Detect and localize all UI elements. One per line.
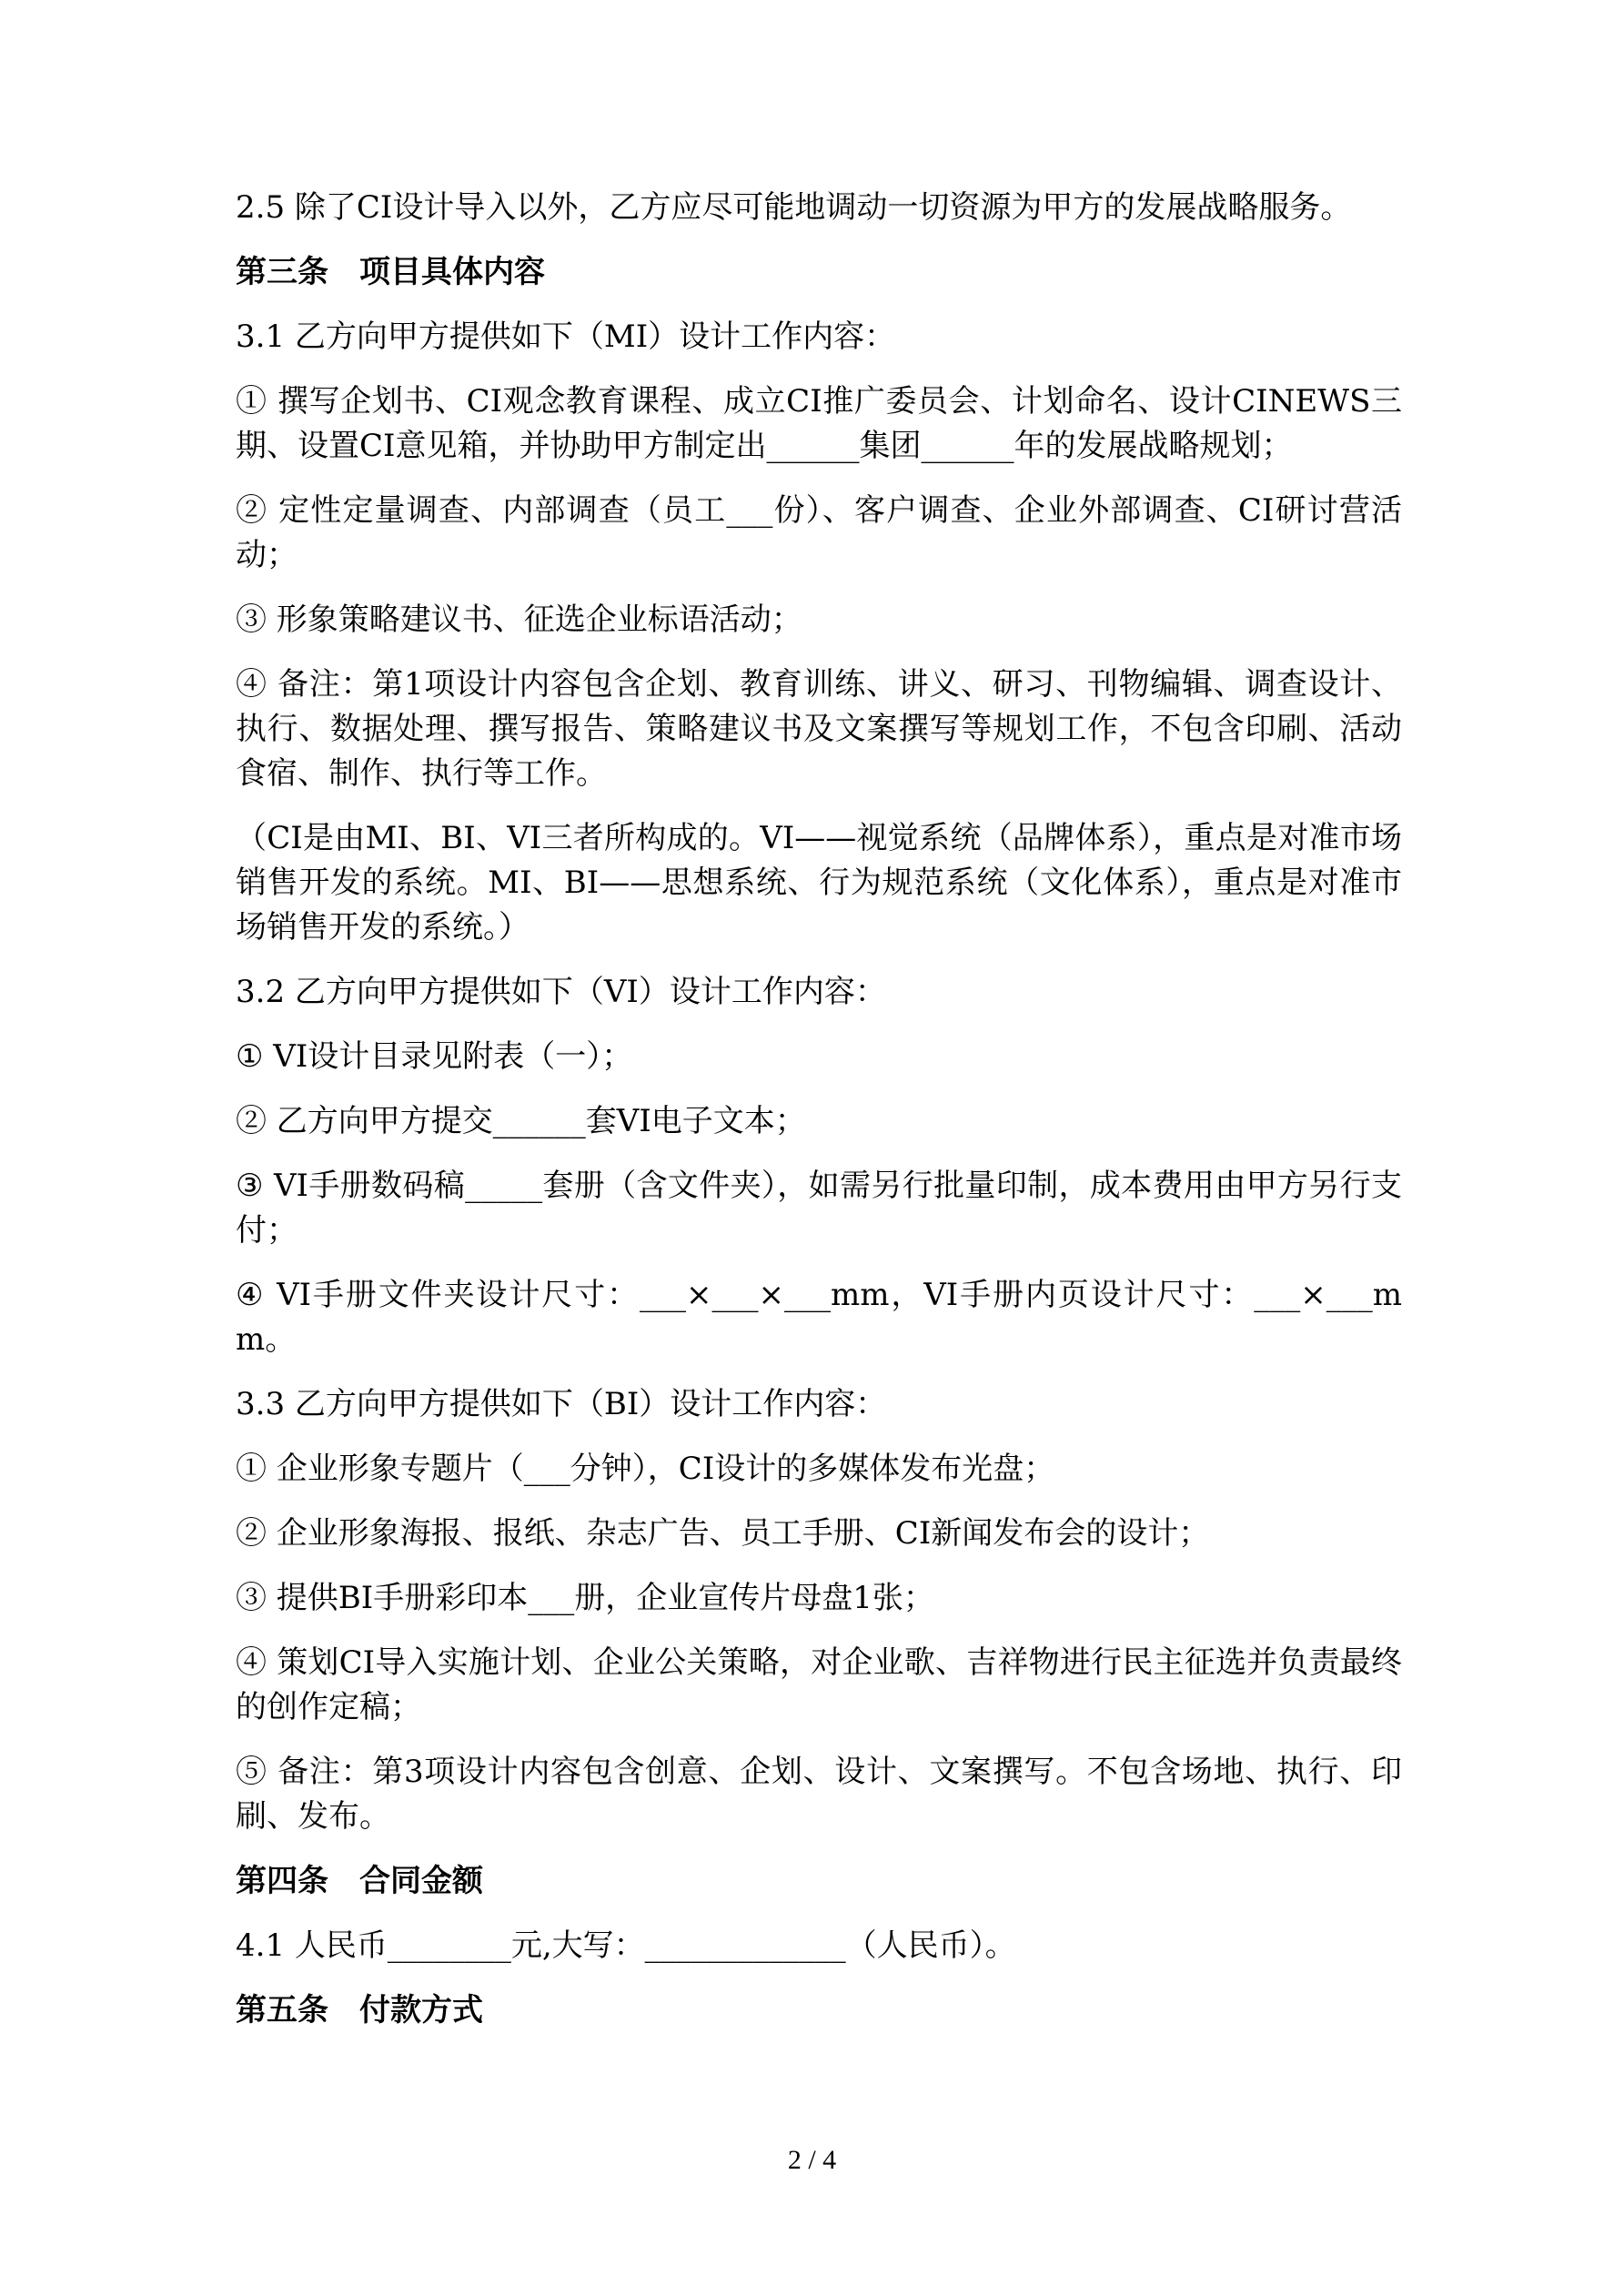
clause-2-5: 2.5 除了CI设计导入以外，乙方应尽可能地调动一切资源为甲方的发展战略服务。 xyxy=(236,189,1352,226)
item-3-3-5: ⑤ 备注：第3项设计内容包含创意、企划、设计、文案撰写。不包含场地、执行、印刷、发布。 xyxy=(236,1754,1402,1835)
article-4-heading: 第四条 合同金额 xyxy=(236,1863,483,1899)
item-3-1-3: ③ 形象策略建议书、征选企业标语活动； xyxy=(236,602,802,638)
item-3-1-1: ① 撰写企划书、CI观念教育课程、成立CI推广委员会、计划命名、设计CINEWS三期、设置CI意见箱，并协助甲方制定出______集团______年的发展战略规划； xyxy=(236,383,1402,464)
item-3-3-4: ④ 策划CI导入实施计划、企业公关策略，对企业歌、吉祥物进行民主征选并负责最终的创作定稿； xyxy=(236,1644,1402,1725)
clause-3-1: 3.1 乙方向甲方提供如下（MI）设计工作内容： xyxy=(236,319,896,355)
page-number: 2 / 4 xyxy=(787,2145,837,2175)
clause-3-2: 3.2 乙方向甲方提供如下（VI）设计工作内容： xyxy=(236,974,886,1010)
item-3-2-2: ② 乙方向甲方提交______套VI电子文本； xyxy=(236,1103,806,1139)
item-3-1-2: ② 定性定量调查、内部调查（员工___份）、客户调查、企业外部调查、CI研讨营活动； xyxy=(236,492,1402,573)
ci-definition-note: （CI是由MI、BI、VI三者所构成的。VI——视觉系统（品牌体系），重点是对准市场销售开发的系统。MI、BI——思想系统、行为规范系统（文化体系），重点是对准市场销售开发的系统。） xyxy=(236,820,1402,946)
item-3-3-2: ② 企业形象海报、报纸、杂志广告、员工手册、CI新闻发布会的设计； xyxy=(236,1515,1210,1552)
item-3-1-4: ④ 备注：第1项设计内容包含企划、教育训练、讲义、研习、刊物编辑、调查设计、执行、数据处理、撰写报告、策略建议书及文案撰写等规划工作，不包含印刷、活动食宿、制作、执行等工作。 xyxy=(236,666,1402,792)
item-3-2-3: ③ VI手册数码稿_____套册（含文件夹），如需另行批量印制，成本费用由甲方另行支付； xyxy=(236,1168,1402,1249)
item-3-3-3: ③ 提供BI手册彩印本___册，企业宣传片母盘1张； xyxy=(236,1580,934,1616)
article-3-heading: 第三条 项目具体内容 xyxy=(236,254,545,290)
item-3-2-1: ① VI设计目录见附表（一）； xyxy=(236,1038,633,1075)
article-5-heading: 第五条 付款方式 xyxy=(236,1992,483,2028)
clause-4-1: 4.1 人民币________元,大写：_____________（人民币）。 xyxy=(236,1927,1016,1964)
document-body xyxy=(236,186,1402,2053)
item-3-3-1: ① 企业形象专题片（___分钟），CI设计的多媒体发布光盘； xyxy=(236,1451,1055,1487)
item-3-2-4: ④ VI手册文件夹设计尺寸：___×___×___mm，VI手册内页设计尺寸：___×___mm。 xyxy=(236,1277,1402,1358)
clause-3-3: 3.3 乙方向甲方提供如下（BI）设计工作内容： xyxy=(236,1386,887,1422)
